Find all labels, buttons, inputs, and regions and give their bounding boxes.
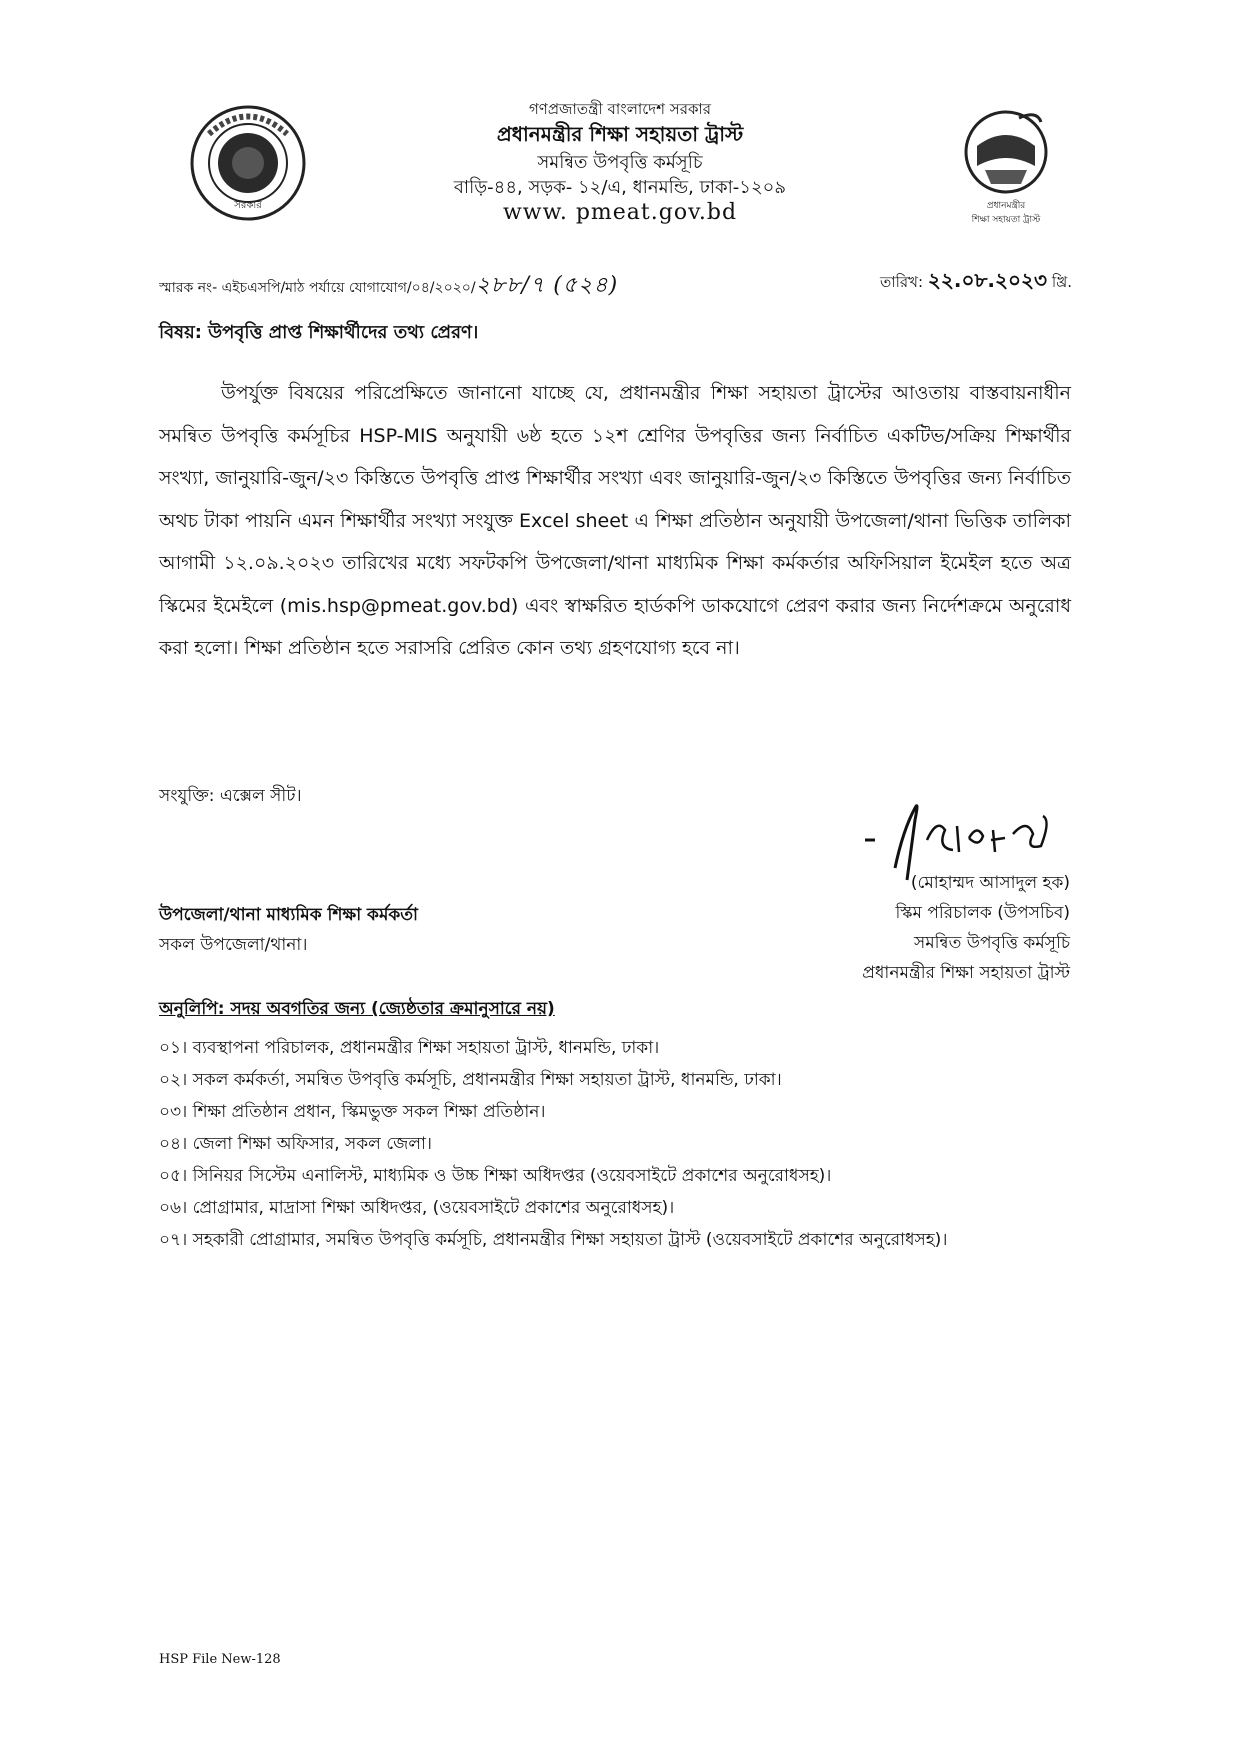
- trust-name: প্রধানমন্ত্রীর শিক্ষা সহায়তা ট্রাস্ট: [496, 122, 744, 146]
- copy-list-title: অনুলিপি: সদয় অবগতির জন্য (জ্যেষ্ঠতার ক্রমানুসারে নয়): [159, 999, 555, 1019]
- government-name: গণপ্রজাতন্ত্রী বাংলাদেশ সরকার: [528, 100, 712, 118]
- svg-text:শিক্ষা সহায়তা ট্রাস্ট: শিক্ষা সহায়তা ট্রাস্ট: [971, 215, 1041, 225]
- memo-number-printed: স্মারক নং- এইচএসপি/মাঠ পর্যায়ে যোগাযোগ/০৪/২০২০/: [159, 280, 476, 296]
- copy-item: ০৭। সহকারী প্রোগ্রামার, সমন্বিত উপবৃত্তি কর্মসূচি, প্রধানমন্ত্রীর শিক্ষা সহায়তা ট্রাস্ট (ওয়েবসাইটে প্রকাশের অনুরোধসহ)।: [159, 1230, 948, 1250]
- copy-item: ০১। ব্যবস্থাপনা পরিচালক, প্রধানমন্ত্রীর শিক্ষা সহায়তা ট্রাস্ট, ধানমন্ডি, ঢাকা।: [159, 1038, 660, 1058]
- signatory-organization: প্রধানমন্ত্রীর শিক্ষা সহায়তা ট্রাস্ট: [862, 963, 1070, 983]
- trust-logo: [955, 104, 1057, 232]
- attachment-note: সংযুক্তি: এক্সেল সীট।: [159, 786, 302, 806]
- program-name: সমন্বিত উপবৃত্তি কর্মসূচি: [537, 152, 703, 173]
- file-reference-footer: HSP File New-128: [159, 1652, 281, 1667]
- signature-block: [800, 868, 1070, 988]
- copy-item: ০৪। জেলা শিক্ষা অফিসার, সকল জেলা।: [159, 1134, 433, 1154]
- letter-date: [880, 266, 1072, 299]
- recipient-block: [159, 900, 418, 960]
- copy-item: ০২। সকল কর্মকর্তা, সমন্বিত উপবৃত্তি কর্মসূচি, প্রধানমন্ত্রীর শিক্ষা সহায়তা ট্রাস্ট, ধানমন্ডি, ঢাকা।: [159, 1070, 782, 1090]
- recipient-title: উপজেলা/থানা মাধ্যমিক শিক্ষা কর্মকর্তা: [159, 905, 418, 925]
- copy-item: ০৩। শিক্ষা প্রতিষ্ঠান প্রধান, স্কিমভুক্ত সকল শিক্ষা প্রতিষ্ঠান।: [159, 1102, 546, 1122]
- date-label: তারিখ:: [880, 273, 924, 291]
- signatory-name: (মোহাম্মদ আসাদুল হক): [910, 873, 1070, 893]
- office-address: বাড়ি-৪৪, সড়ক- ১২/এ, ধানমন্ডি, ঢাকা-১২০৯: [453, 177, 787, 198]
- signatory-program: সমন্বিত উপবৃত্তি কর্মসূচি: [914, 933, 1070, 953]
- memo-reference: [159, 268, 618, 305]
- recipient-scope: সকল উপজেলা/থানা।: [159, 935, 308, 955]
- memo-number-handwritten: ২৮৮/৭ (৫২৪): [475, 273, 619, 298]
- body-paragraph: উপর্যুক্ত বিষয়ের পরিপ্রেক্ষিতে জানানো যাচ্ছে যে, প্রধানমন্ত্রীর শিক্ষা সহায়তা ট্রাস্টের আওতায় বাস্তবায়নাধীন সমন্বিত উপবৃত্তি কর্মসূচির HSP-MIS অনুযায়ী ৬ষ্ঠ হতে ১২শ শ্রেণির উপবৃত্তির জন্য নির্বাচিত একটিভ/সক্রিয় শিক্ষার্থীর সংখ্যা, জানুয়ারি-জুন/২৩ কিস্তিতে উপবৃত্তি প্রাপ্ত শিক্ষার্থীর সংখ্যা এবং জানুয়ারি-জুন/২৩ কিস্তিতে উপবৃত্তির জন্য নির্বাচিত অথচ টাকা পায়নি এমন শিক্ষার্থীর সংখ্যা সংযুক্ত Excel sheet এ শিক্ষা প্রতিষ্ঠান অনুযায়ী উপজেলা/থানা ভিত্তিক তালিকা আগামী ১২.০৯.২০২৩ তারিখের মধ্যে সফটকপি উপজেলা/থানা মাধ্যমিক শিক্ষা কর্মকর্তার অফিসিয়াল ইমেইল হতে অত্র স্কিমের ইমেইলে (mis.hsp@pmeat.gov.bd) এবং স্বাক্ষরিত হার্ডকপি ডাকযোগে প্রেরণ করার জন্য নির্দেশক্রমে অনুরোধ করা হলো। শিক্ষা প্রতিষ্ঠান হতে সরাসরি প্রেরিত কোন তথ্য গ্রহণযোগ্য হবে না।: [159, 382, 1071, 659]
- subject-line: বিষয়: উপবৃত্তি প্রাপ্ত শিক্ষার্থীদের তথ্য প্রেরণ।: [159, 322, 479, 343]
- signatory-title: স্কিম পরিচালক (উপসচিব): [895, 903, 1070, 923]
- date-value: ২২.০৮.২০২৩: [927, 268, 1048, 292]
- copy-item: ০৬। প্রোগ্রামার, মাদ্রাসা শিক্ষা অধিদপ্তর, (ওয়েবসাইটে প্রকাশের অনুরোধসহ)।: [159, 1198, 675, 1218]
- website-url: www. pmeat.gov.bd: [502, 200, 738, 225]
- copy-item: ০৫। সিনিয়র সিস্টেম এনালিস্ট, মাধ্যমিক ও উচ্চ শিক্ষা অধিদপ্তর (ওয়েবসাইটে প্রকাশের অনুরোধসহ)।: [159, 1166, 832, 1186]
- svg-text:প্রধানমন্ত্রীর: প্রধানমন্ত্রীর: [986, 201, 1026, 211]
- copy-list: [159, 1032, 1071, 1256]
- svg-text:সরকার: সরকার: [234, 200, 262, 211]
- date-suffix: খ্রি.: [1051, 273, 1073, 291]
